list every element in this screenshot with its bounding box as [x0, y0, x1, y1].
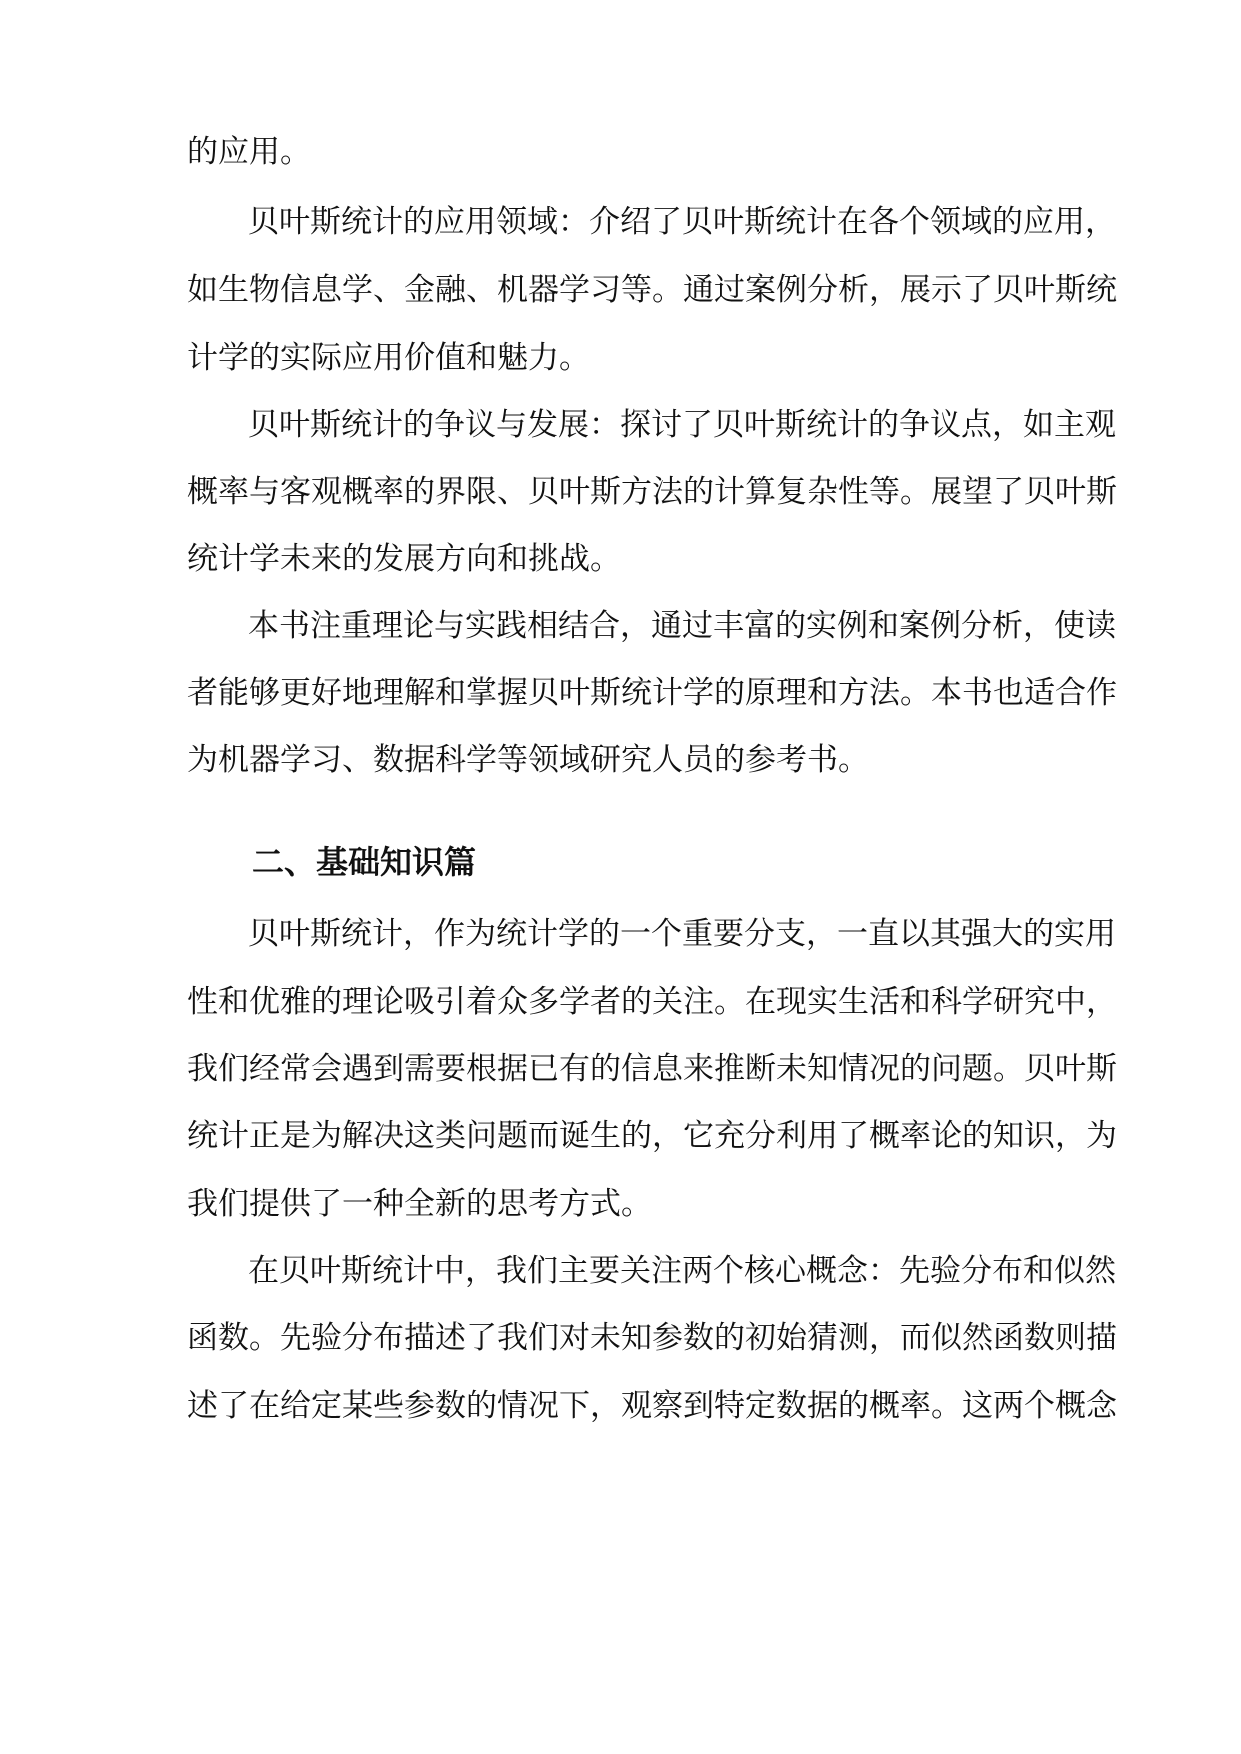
paragraph-3-line-2: 概率与客观概率的界限、贝叶斯方法的计算复杂性等。展望了贝叶斯: [187, 474, 1117, 510]
section-paragraph-1-line-1: 贝叶斯统计，作为统计学的一个重要分支，一直以其强大的实用: [248, 916, 1116, 952]
section-paragraph-2-line-1: 在贝叶斯统计中，我们主要关注两个核心概念：先验分布和似然: [248, 1253, 1116, 1289]
paragraph-4-line-2: 者能够更好地理解和掌握贝叶斯统计学的原理和方法。本书也适合作: [187, 675, 1117, 711]
section-paragraph-1-line-5: 我们提供了一种全新的思考方式。: [187, 1186, 652, 1222]
section-paragraph-2-line-3: 述了在给定某些参数的情况下，观察到特定数据的概率。这两个概念: [187, 1388, 1117, 1424]
paragraph-2-line-3: 计学的实际应用价值和魅力。: [187, 340, 590, 376]
section-paragraph-2-line-2: 函数。先验分布描述了我们对未知参数的初始猜测，而似然函数则描: [187, 1320, 1117, 1356]
paragraph-2-line-2: 如生物信息学、金融、机器学习等。通过案例分析，展示了贝叶斯统: [187, 272, 1117, 308]
section-paragraph-1-line-4: 统计正是为解决这类问题而诞生的，它充分利用了概率论的知识，为: [187, 1118, 1117, 1154]
paragraph-2-line-1: 贝叶斯统计的应用领域：介绍了贝叶斯统计在各个领域的应用，: [248, 204, 1116, 240]
paragraph-3-line-3: 统计学未来的发展方向和挑战。: [187, 541, 621, 577]
paragraph-1-line-1: 的应用。: [187, 134, 311, 170]
paragraph-4-line-3: 为机器学习、数据科学等领域研究人员的参考书。: [187, 742, 869, 778]
section-paragraph-1-line-2: 性和优雅的理论吸引着众多学者的关注。在现实生活和科学研究中，: [187, 984, 1117, 1020]
paragraph-4-line-1: 本书注重理论与实践相结合，通过丰富的实例和案例分析，使读: [248, 608, 1116, 644]
section-heading: 二、基础知识篇: [252, 843, 477, 881]
paragraph-3-line-1: 贝叶斯统计的争议与发展：探讨了贝叶斯统计的争议点，如主观: [248, 407, 1116, 443]
section-paragraph-1-line-3: 我们经常会遇到需要根据已有的信息来推断未知情况的问题。贝叶斯: [187, 1051, 1117, 1087]
